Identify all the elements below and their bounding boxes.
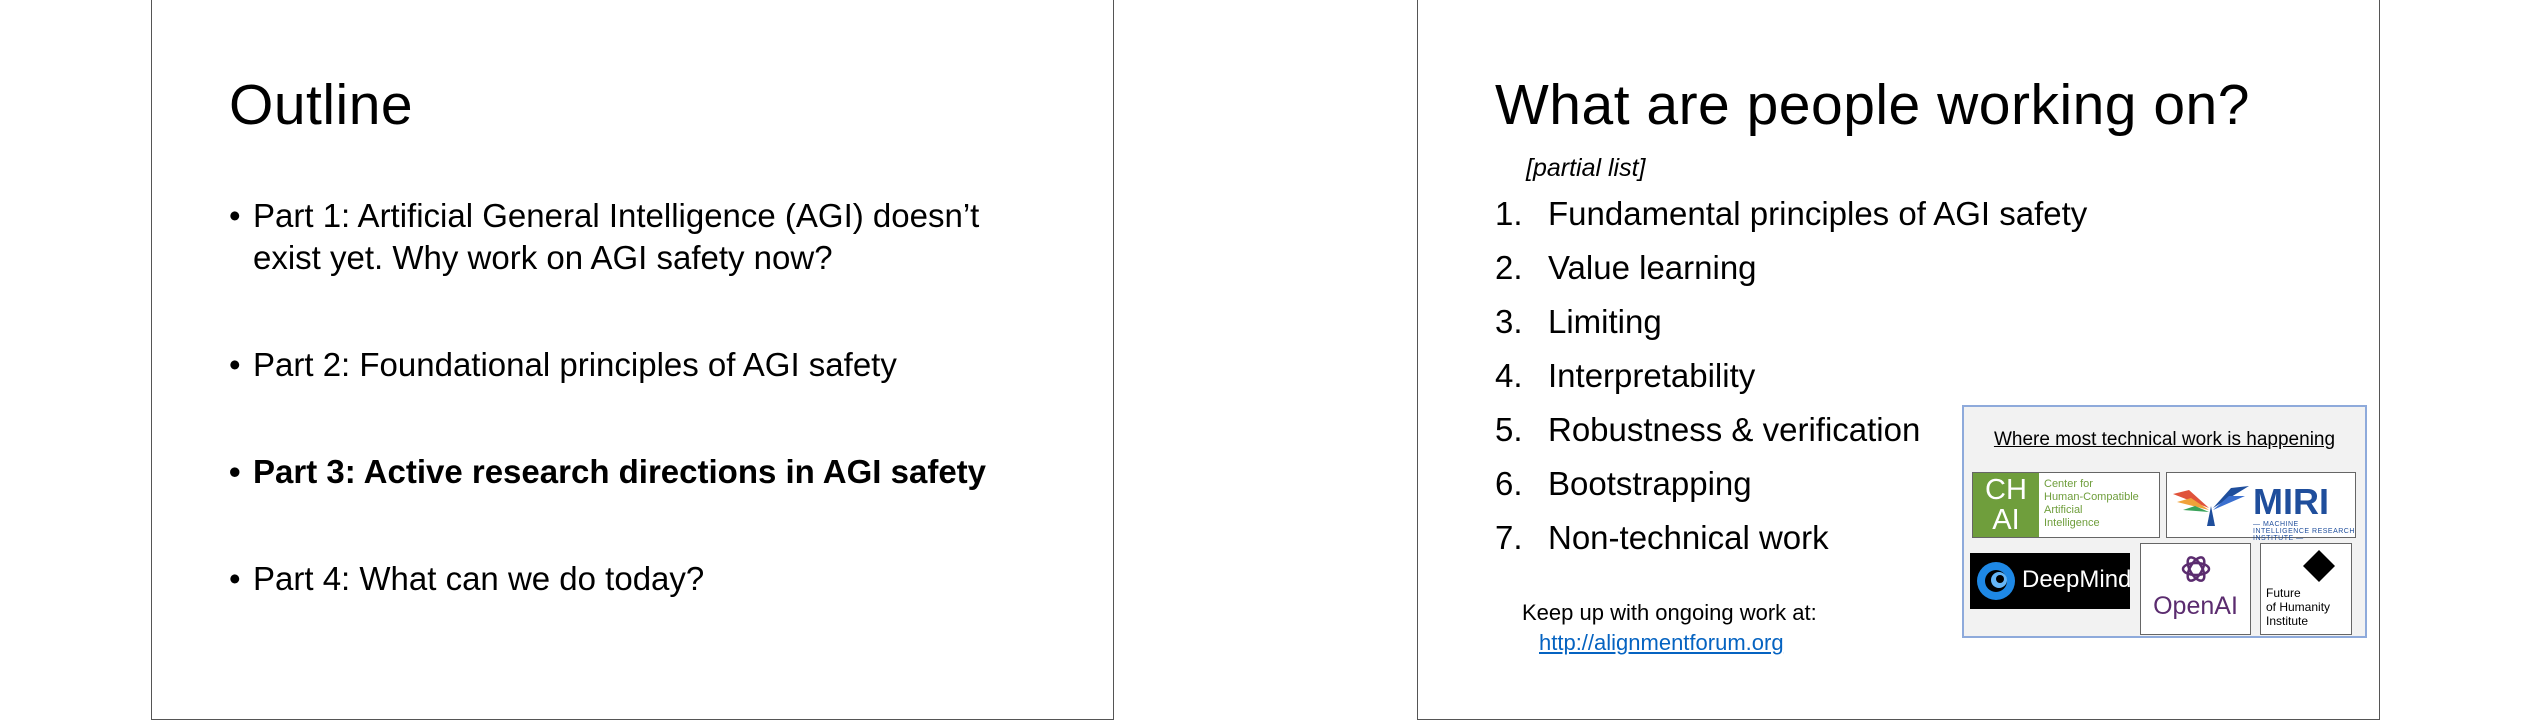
topic-text: Limiting: [1548, 303, 1662, 340]
miri-subtitle: — MACHINE INTELLIGENCE RESEARCH INSTITUTE —: [2253, 521, 2355, 542]
deepmind-swirl-icon: [1974, 559, 2018, 603]
fhi-logo: [2260, 543, 2352, 635]
topic-number: 3.: [1495, 303, 1523, 340]
outline-list: [229, 195, 1049, 600]
topic-item: [1495, 301, 2087, 355]
topic-number: 6.: [1495, 465, 1523, 502]
slide-title: What are people working on?: [1495, 73, 2250, 137]
topic-item: [1495, 247, 2087, 301]
openai-logo: [2140, 543, 2251, 635]
outline-item-text: Part 1: Artificial General Intelligence (AGI) doesn’t exist yet. Why work on AGI safety now?: [253, 197, 980, 276]
topic-number: 1.: [1495, 195, 1523, 232]
openai-knot-icon: [2179, 552, 2213, 586]
fhi-name: Future of Humanity Institute: [2266, 586, 2331, 628]
bullet-marker: •: [229, 560, 241, 597]
topic-number: 4.: [1495, 357, 1523, 394]
bullet-marker: •: [229, 197, 241, 234]
chai-name: Center for Human-Compatible Artificial Intelligence: [2044, 478, 2139, 529]
deepmind-logo: [1970, 553, 2130, 609]
fhi-diamond-icon: [2301, 548, 2337, 584]
miri-wordmark: MIRI: [2253, 481, 2329, 522]
outline-item-text: Part 3: Active research directions in AGI safety: [253, 453, 987, 490]
chai-logo: [1972, 472, 2160, 538]
slide-title: Outline: [229, 73, 414, 137]
topic-number: 7.: [1495, 519, 1523, 556]
topic-text: Fundamental principles of AGI safety: [1548, 195, 2088, 232]
topic-number: 5.: [1495, 411, 1523, 448]
outline-item: [229, 344, 1049, 386]
topic-text: Bootstrapping: [1548, 465, 1752, 502]
partial-list-note: [partial list]: [1526, 154, 1646, 182]
openai-wordmark: OpenAI: [2153, 592, 2238, 620]
outline-item: [229, 195, 1049, 279]
outline-item: [229, 558, 1049, 600]
topic-item: [1495, 355, 2087, 409]
topic-text: Robustness & verification: [1548, 411, 1921, 448]
slide-working-on: [1417, 0, 2380, 720]
org-logos-box: [1962, 405, 2367, 638]
topic-text: Interpretability: [1548, 357, 1756, 394]
org-box-title: Where most technical work is happening: [1993, 429, 2336, 450]
topic-text: Non-technical work: [1548, 519, 1829, 556]
alignment-forum-link[interactable]: http://alignmentforum.org: [1539, 630, 1784, 655]
deepmind-wordmark: DeepMind: [2022, 566, 2132, 593]
topic-item: [1495, 193, 2087, 247]
slide-outline: [151, 0, 1114, 720]
topic-number: 2.: [1495, 249, 1523, 286]
miri-wings-icon: [2171, 476, 2251, 536]
outline-item-current: [229, 451, 1049, 493]
outline-item-text: Part 2: Foundational principles of AGI safety: [253, 346, 897, 383]
bullet-marker: •: [229, 453, 241, 490]
outline-item-text: Part 4: What can we do today?: [253, 560, 705, 597]
chai-mark: CH AI: [1973, 473, 2039, 537]
miri-logo: [2166, 472, 2356, 542]
topic-text: Value learning: [1548, 249, 1757, 286]
bullet-marker: •: [229, 346, 241, 383]
keep-up-text: Keep up with ongoing work at:: [1522, 600, 1817, 625]
